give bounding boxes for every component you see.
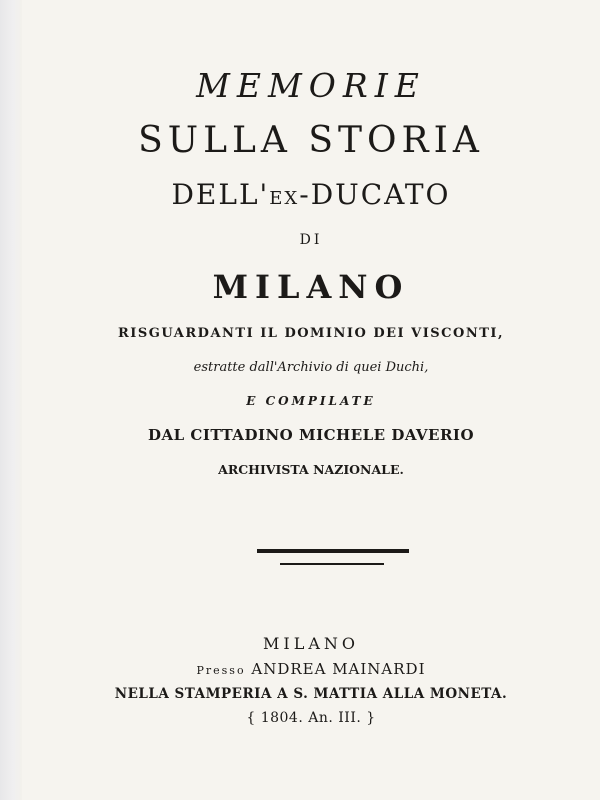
author-role: ARCHIVISTA NAZIONALE.: [218, 462, 404, 477]
subtitle-estratte: estratte dall'Archivio di quei Duchi,: [193, 360, 429, 375]
imprint-publisher-line: [22, 660, 600, 678]
imprint-year: { 1804. An. III. }: [246, 710, 376, 726]
title-ducato-word: -DUCATO: [299, 178, 451, 211]
thick-rule: [257, 549, 409, 553]
title-di: DI: [299, 232, 323, 248]
imprint-city: MILANO: [263, 634, 359, 653]
thin-rule: [280, 563, 384, 565]
title-ex: EX: [269, 188, 300, 209]
imprint-stamperia: NELLA STAMPERIA A S. MATTIA ALLA MONETA.: [114, 686, 508, 702]
author-line: DAL CITTADINO MICHELE DAVERIO: [147, 426, 475, 444]
title-sulla-storia: SULLA STORIA: [138, 120, 484, 161]
imprint-publisher: ANDREA MAINARDI: [251, 660, 426, 678]
title-page: [22, 0, 600, 800]
title-dell: DELL': [171, 178, 270, 211]
imprint-presso: Presso: [196, 664, 246, 677]
title-memorie: MEMORIE: [196, 66, 426, 105]
page-left-edge: [0, 0, 22, 800]
subtitle-compilate: E COMPILATE: [246, 394, 376, 408]
title-milano: MILANO: [212, 268, 410, 306]
title-ducato: [22, 178, 600, 211]
subtitle-risguardanti: RISGUARDANTI IL DOMINIO DEI VISCONTI,: [117, 326, 505, 341]
